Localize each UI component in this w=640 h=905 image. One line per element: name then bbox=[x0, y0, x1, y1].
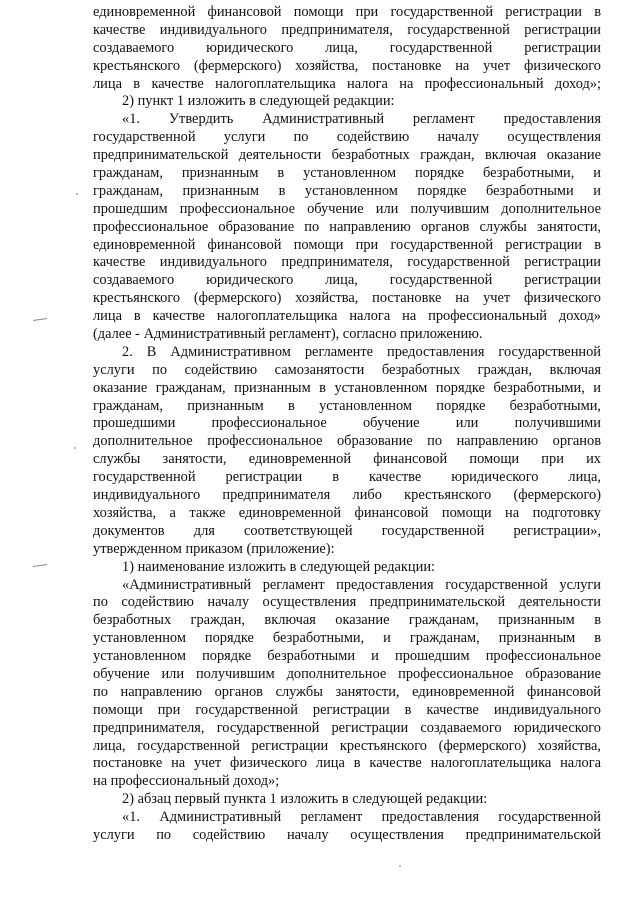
text-line: крестьянского (фермерского) хозяйства, постановке на учет физического bbox=[93, 290, 601, 307]
text-line: постановке на учет физического лица в качестве налогоплательщика налога bbox=[93, 755, 601, 772]
text-line: на профессиональный доход»; bbox=[93, 773, 280, 790]
text-line: государственной регистрации в качестве юридического лица, bbox=[93, 469, 601, 486]
scan-dot bbox=[399, 865, 401, 867]
text-line: установленном порядке безработными и прошедшим профессиональное bbox=[93, 648, 601, 665]
text-line: по содействию началу осуществления предпринимательской деятельности bbox=[93, 594, 601, 611]
text-line: создаваемого юридического лица, государственной регистрации bbox=[93, 39, 601, 56]
text-line: прошедшим профессиональное обучение или получившим дополнительное bbox=[93, 200, 601, 217]
text-line: качестве индивидуального предпринимателя, государственной регистрации bbox=[93, 254, 601, 271]
text-line: «1. Утвердить Административный регламент предоставления bbox=[122, 111, 601, 128]
text-line: дополнительное профессиональное образование по направлению органов bbox=[93, 433, 601, 450]
text-line: прошедшими профессиональное обучение или получившими bbox=[93, 415, 601, 432]
text-line: предпринимателя, государственной регистрации создаваемого юридического bbox=[93, 719, 601, 736]
text-line: гражданам, признанным в установленном порядке безработными и bbox=[93, 182, 601, 199]
scan-dot bbox=[76, 193, 78, 195]
text-line: гражданам, признанным в установленном порядке безработными, bbox=[93, 397, 601, 414]
text-line: помощи при государственной регистрации в качестве индивидуального bbox=[93, 701, 601, 718]
text-line: 1) наименование изложить в следующей редакции: bbox=[122, 558, 436, 575]
text-line: услуги по содействию началу осуществления предпринимательской bbox=[93, 826, 601, 843]
text-line: установленном порядке безработными, и гражданам, признанным в bbox=[93, 630, 601, 647]
text-line: создаваемого юридического лица, государственной регистрации bbox=[93, 272, 601, 289]
text-line: услуги по содействию самозанятости безработных граждан, включая bbox=[93, 361, 601, 378]
text-line: лица в качестве налогоплательщика налога на профессиональный доход» bbox=[93, 308, 601, 325]
scan-mark bbox=[33, 564, 47, 567]
text-line: обучение или получившим дополнительное профессиональное образование bbox=[93, 665, 601, 682]
text-line: утвержденном приказом (приложение): bbox=[93, 540, 335, 557]
text-line: лица в качестве налогоплательщика налога на профессиональный доход»; bbox=[93, 75, 601, 92]
text-line: лица, государственной регистрации крестьянского (фермерского) хозяйства, bbox=[93, 737, 601, 754]
scan-dot bbox=[74, 447, 76, 449]
text-line: крестьянского (фермерского) хозяйства, постановке на учет физического bbox=[93, 57, 601, 74]
text-line: оказание гражданам, признанным в установленном порядке безработными, и bbox=[93, 379, 601, 396]
text-line: по направлению органов службы занятости, единовременной финансовой bbox=[93, 683, 601, 700]
text-line: единовременной финансовой помощи при государственной регистрации в bbox=[93, 4, 601, 20]
text-line: профессиональное образование по направлению органов службы занятости, bbox=[93, 218, 601, 235]
text-line: 2. В Административном регламенте предоставления государственной bbox=[122, 343, 601, 360]
text-line: «1. Административный регламент предоставления государственной bbox=[122, 809, 601, 826]
text-line: документов для соответствующей государственной регистрации», bbox=[93, 522, 601, 539]
text-line: безработных граждан, включая оказание гражданам, признанным в bbox=[93, 612, 601, 629]
text-line: гражданам, признанным в установленном порядке безработными, и bbox=[93, 165, 601, 182]
text-line: единовременной финансовой помощи при государственной регистрации в bbox=[93, 236, 601, 253]
text-line: службы занятости, единовременной финансовой помощи при их bbox=[93, 451, 601, 468]
document-body bbox=[93, 4, 601, 845]
text-line: «Административный регламент предоставления государственной услуги bbox=[122, 576, 601, 593]
text-line: качестве индивидуального предпринимателя, государственной регистрации bbox=[93, 21, 601, 38]
text-line: (далее - Административный регламент), согласно приложению. bbox=[93, 326, 483, 343]
text-line: государственной услуги по содействию началу осуществления bbox=[93, 129, 601, 146]
text-line: индивидуального предпринимателя либо крестьянского (фермерского) bbox=[93, 487, 601, 504]
text-line: хозяйства, а также единовременной финансовой помощи на подготовку bbox=[93, 504, 601, 521]
scan-mark bbox=[33, 318, 47, 321]
text-line: 2) абзац первый пункта 1 изложить в следующей редакции: bbox=[122, 791, 488, 808]
text-line: 2) пункт 1 изложить в следующей редакции: bbox=[122, 93, 395, 110]
text-line: предпринимательской деятельности безработных граждан, включая оказание bbox=[93, 147, 601, 164]
